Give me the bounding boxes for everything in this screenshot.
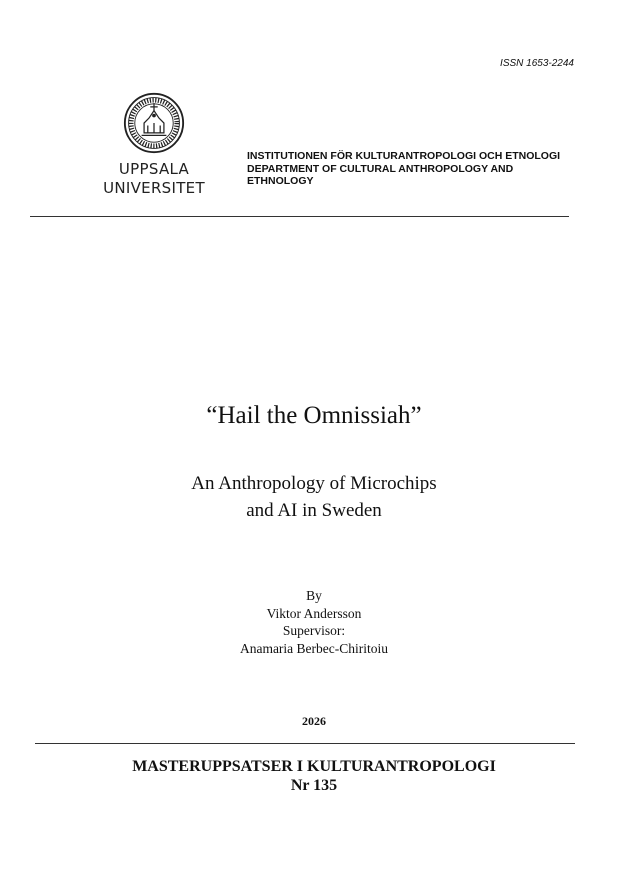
series-info (0, 757, 628, 795)
by-label: By (306, 588, 322, 603)
supervisor-name: Anamaria Berbec-Chiritoiu (239, 640, 389, 656)
header-divider (30, 216, 569, 217)
department-line1: INSTITUTIONEN FÖR KULTURANTROPOLOGI OCH ETNOLOGI (247, 150, 561, 162)
university-name-line1: UPPSALA (118, 160, 190, 178)
university-name-line2: UNIVERSITET (103, 179, 205, 197)
issn-number: ISSN 1653-2244 (500, 58, 574, 69)
subtitle-line1: An Anthropology of Microchips (191, 473, 437, 494)
supervisor-label: Supervisor: (282, 623, 346, 638)
university-seal-icon (123, 92, 185, 154)
subtitle-line2: and AI in Sweden (246, 500, 382, 521)
publication-year: 2026 (302, 714, 326, 728)
department-line2: DEPARTMENT OF CULTURAL ANTHROPOLOGY AND (247, 162, 514, 175)
series-name: MASTERUPPSATSER I KULTURANTROPOLOGI (132, 758, 496, 775)
author-name: Viktor Andersson (266, 605, 362, 621)
footer-divider (35, 743, 575, 744)
thesis-subtitle (0, 470, 628, 524)
thesis-title: “Hail the Omnissiah” (206, 402, 422, 429)
series-number: Nr 135 (290, 777, 338, 794)
byline (0, 587, 628, 657)
university-name (92, 160, 216, 198)
department-line3: ETHNOLOGY (247, 175, 314, 187)
department-name (247, 150, 577, 188)
